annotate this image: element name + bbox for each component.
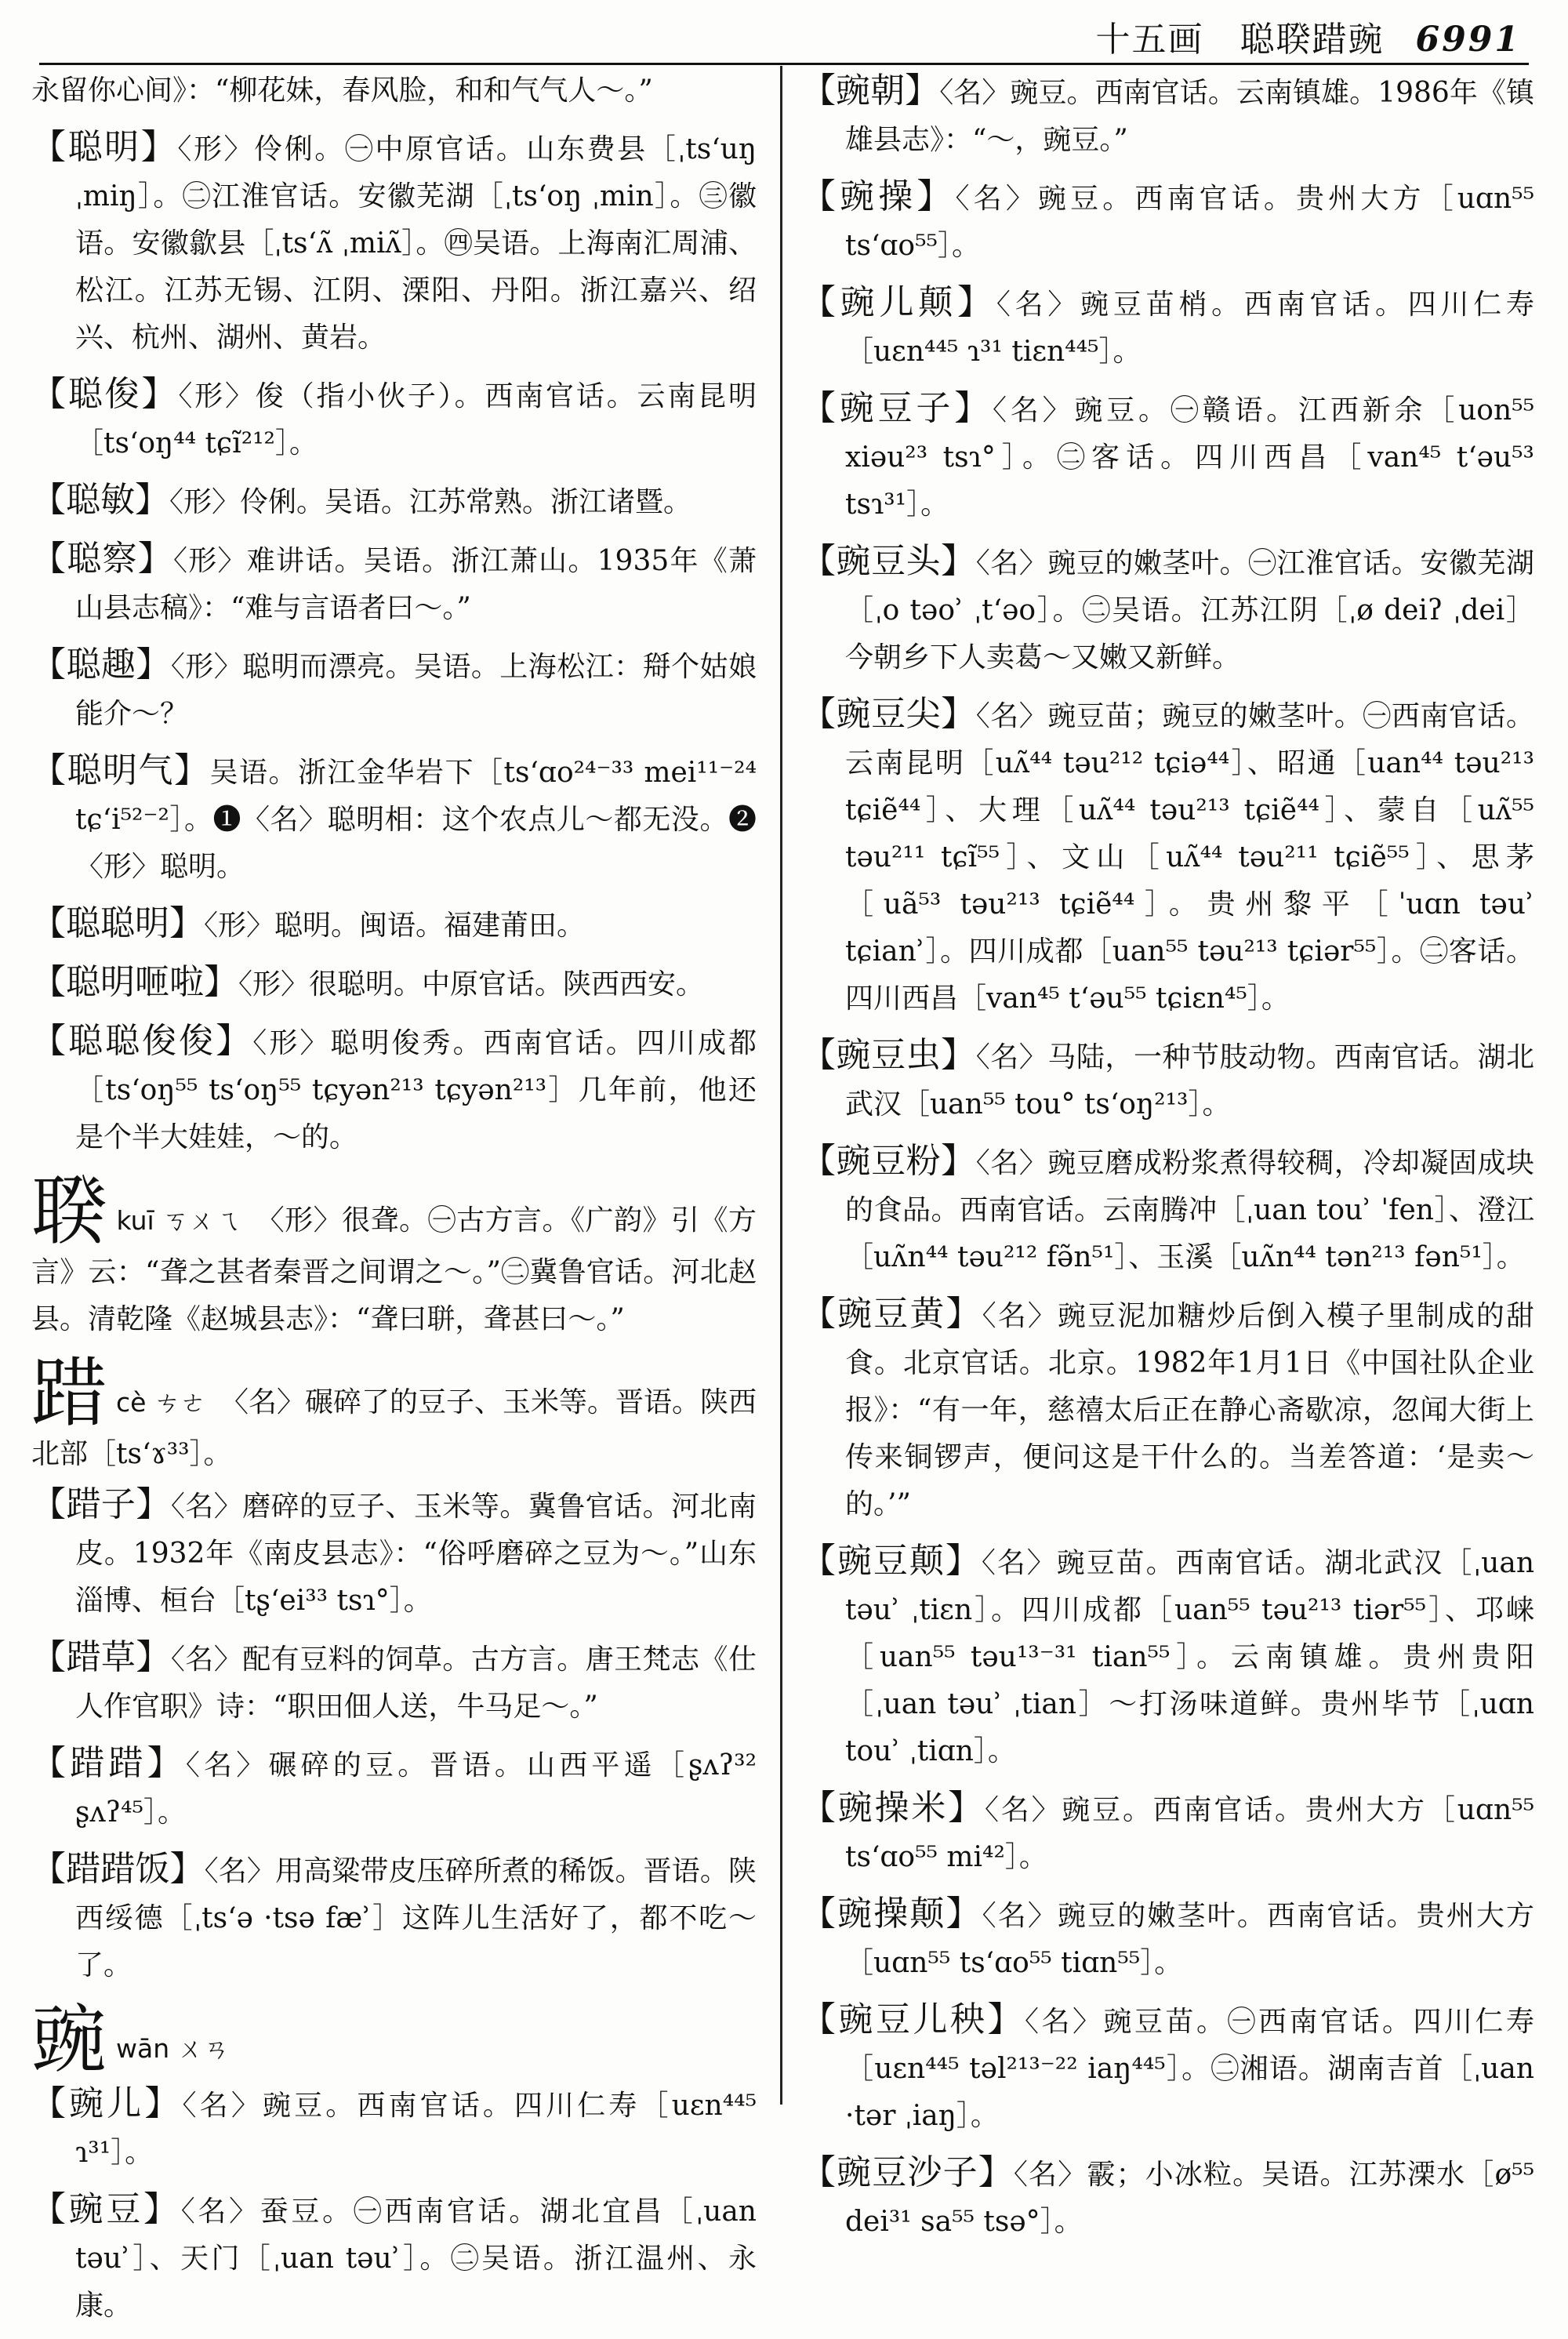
entry [801,1538,1534,1775]
definition: 〈名〉马陆，一种节肢动物。西南官话。湖北武汉［uan⁵⁵ tou° ts‘oŋ²¹³］。 [845,1041,1534,1120]
headword: 【豌儿颠】 [801,282,996,322]
headword: 【踖踖】 [31,1743,186,1783]
headword: 【聪察】 [31,539,173,579]
headword: 【聪俊】 [31,374,179,414]
entry [801,385,1534,528]
headword: 【聪聪俊俊】 [31,1021,253,1061]
header-rule [39,63,1529,65]
definition: 〈形〉聪明俊秀。西南官话。四川成都［ts‘oŋ⁵⁵ ts‘oŋ⁵⁵ tɕyən²¹³ tɕyən²¹³］几年前，他还是个半大娃娃，～的。 [75,1027,757,1153]
headword: 【聪趣】 [31,645,171,685]
entry [31,536,757,632]
definition: 〈名〉碾碎的豆。晋语。山西平遥［ʂʌʔ³² ʂʌʔ⁴⁵］。 [75,1749,757,1829]
headword: 【豌操】 [801,176,956,216]
pronunciation: kuī ㄎㄨㄟ [116,1205,242,1236]
headword: 【豌豆粉】 [801,1141,976,1181]
definition: 〈名〉豌豆。西南官话。四川仁寿［uɛn⁴⁴⁵ ɿ³¹］。 [75,2090,757,2169]
entry [31,641,757,738]
definition: 〈名〉豌豆苗。西南官话。湖北武汉［ˌuan təuʾ ˌtiɛn］。四川成都［uan⁵⁵ təu²¹³ tiər⁵⁵］、邛崃［uan⁵⁵ təu¹³⁻³¹ tian⁵⁵］。云南镇雄。贵州贵阳［ˌuan təuʾ ˌtian］～打汤味道鲜。贵州毕节［ˌuɑn touʾ ˌtiɑn］。 [845,1547,1535,1767]
headword: 【豌豆子】 [801,388,993,428]
headword: 【豌豆儿秧】 [801,1999,1025,2039]
entry [31,1481,757,1625]
definition: 〈名〉豌豆的嫩茎叶。㊀江淮官话。安徽芜湖［ˌo təoʾ ˌt‘əo］。㊁吴语。江苏江阴［ˌø deiʔ ˌdei］今朝乡下人卖葛～又嫩又新鲜。 [845,547,1534,674]
entry [31,477,757,526]
head-character: 豌 [31,1996,107,2083]
entry [31,1018,757,1161]
char-entry [31,1349,757,1478]
entry [31,1634,757,1731]
headword: 【踖子】 [31,1484,171,1524]
definition: 〈名〉磨碎的豆子、玉米等。冀鲁官话。河北南皮。1932年《南皮县志》：“俗呼磨碎之豆为～。”山东淄博、桓台［tʂ‘ei³³ tsɿ°］。 [75,1491,757,1617]
definition: 〈名〉豌豆苗梢。西南官话。四川仁寿［uɛn⁴⁴⁵ ɿ³¹ tiɛn⁴⁴⁵］。 [845,289,1534,368]
headword: 【聪明气】 [31,750,210,790]
running-header [1096,11,1521,61]
entry [31,2080,757,2177]
entry [31,1740,757,1836]
headword: 【聪明咂啦】 [31,962,238,1002]
definition: 〈形〉很聪明。中原官话。陕西西安。 [238,968,705,1001]
headword: 【聪聪明】 [31,903,204,943]
definition: 〈形〉难讲话。吴语。浙江萧山。1935年《萧山县志稿》：“难与言语者曰～。” [75,545,757,624]
definition: 〈形〉聪明。闽语。福建莆田。 [204,910,586,942]
entry [31,747,757,891]
pronunciation: wān ㄨㄢ [116,2033,230,2064]
entry [801,67,1534,164]
headword: 【聪敏】 [31,480,169,520]
definition: 〈名〉碾碎了的豆子、玉米等。晋语。陕西北部［ts‘ɤ³³］。 [31,1386,757,1470]
definition: 〈名〉蚕豆。㊀西南官话。湖北宜昌［ˌuan təuʾ］、天门［ˌuan təuʾ］。㊁吴语。浙江温州、永康。 [75,2196,757,2322]
definition: 〈名〉豌豆。㊀赣语。江西新余［uon⁵⁵ xiəu²³ tsɿ°］。㊁客话。四川西昌［van⁴⁵ t‘əu⁵³ tsɿ³¹］。 [845,394,1534,521]
char-entry [31,1168,757,1343]
entry [801,691,1534,1022]
headword: 【豌豆黄】 [801,1294,982,1334]
entry [801,1291,1534,1528]
headword: 【豌朝】 [801,71,940,111]
entry [801,279,1534,376]
entry [31,1846,757,1989]
definition: 吴语。浙江金华岩下［ts‘ɑo²⁴⁻³³ mei¹¹⁻²⁴ tɕ‘i⁵²⁻²］。❶〈名〉聪明相：这个农点儿～都无没。❷〈形〉聪明。 [75,757,757,883]
headword: 【豌豆沙子】 [801,2152,1014,2192]
headword: 【豌豆头】 [801,541,976,581]
entry [801,1032,1534,1128]
pronunciation: cè ㄘㄜ [116,1387,206,1418]
definition: 〈名〉豌豆。西南官话。贵州大方［uɑn⁵⁵ ts‘ɑo⁵⁵］。 [845,183,1535,262]
headword: 【豌操米】 [801,1788,985,1828]
definition: 〈形〉很聋。㊀古方言。《广韵》引《方言》云：“聋之甚者秦晋之间谓之～。”㊁冀鲁官话。河北赵县。清乾隆《赵城县志》：“聋曰聠，聋甚曰～。” [31,1204,757,1335]
headword: 【豌豆尖】 [801,694,976,734]
definition: 〈形〉伶俐。㊀中原官话。山东费县［ˌts‘uŋ ˌmiŋ］。㊁江淮官话。安徽芜湖［ˌts‘oŋ ˌmin］。㊂徽语。安徽歙县［ˌts‘ʌ̃ ˌmiʌ̃］。㊃吴语。上海南汇周浦、松江。江苏无锡、江阴、溧阳、丹阳。浙江嘉兴、绍兴、杭州、湖州、黄岩。 [75,133,757,354]
definition: 〈形〉伶俐。吴语。江苏常熟。浙江诸暨。 [169,486,692,518]
headword: 【踖踖饭】 [31,1849,205,1889]
entry [31,2186,757,2330]
headword: 【聪明】 [31,127,178,167]
definition: 〈名〉配有豆料的饲草。古方言。唐王梵志《仕人作官职》诗：“职田佃人送，牛马足～。” [75,1643,757,1723]
headword: 【豌豆颠】 [801,1541,982,1581]
definition: 〈形〉俊（指小伙子）。西南官话。云南昆明［ts‘oŋ⁴⁴ tɕĩ²¹²］。 [75,380,757,459]
headword: 【豌豆虫】 [801,1035,976,1075]
definition: 〈名〉用高粱带皮压碎所煮的稀饭。晋语。陕西绥德［ˌts‘ə ·tsə fæʾ］这阵儿生活好了，都不吃～了。 [75,1855,757,1981]
definition: 〈形〉聪明而漂亮。吴语。上海松江：搿个姑娘能介～？ [75,651,757,730]
definition: 〈名〉豌豆。西南官话。贵州大方［uɑn⁵⁵ ts‘ɑo⁵⁵ mi⁴²］。 [845,1794,1535,1873]
definition: 〈名〉豌豆磨成粉浆煮得较稠，冷却凝固成块的食品。西南官话。云南腾冲［ˌuan touʾ ˈfen］、澄江［uʌ̃n⁴⁴ təu²¹² fə̃n⁵¹］、玉溪［uʌ̃n⁴⁴ tən²¹³ fən⁵¹］。 [845,1147,1534,1273]
entry [31,959,757,1008]
headword: 【豌操颠】 [801,1894,982,1934]
head-character: 聧 [31,1168,107,1255]
left-column [31,67,757,2339]
section-title: 十五画 聪聧踖豌 [1095,20,1385,60]
definition: 〈名〉豌豆。西南官话。云南镇雄。1986年《镇雄县志》：“～，豌豆。” [845,77,1535,156]
entry [31,371,757,467]
definition: 〈名〉豌豆苗。㊀西南官话。四川仁寿［uɛn⁴⁴⁵ təl²¹³⁻²² iaŋ⁴⁴⁵］。㊁湘语。湖南吉首［ˌuan ·tər ˌiaŋ］。 [845,2006,1534,2132]
definition: 〈名〉豌豆苗；豌豆的嫩茎叶。㊀西南官话。云南昆明［uʌ̃⁴⁴ təu²¹² tɕiə⁴⁴］、昭通［uan⁴⁴ təu²¹³ tɕiẽ⁴⁴］、大理［uʌ̃⁴⁴ təu²¹³ tɕiẽ⁴⁴］、蒙自［uʌ̃⁵⁵ təu²¹¹ tɕĩ⁵⁵］、文山［uʌ̃⁴⁴ təu²¹¹ tɕiẽ⁵⁵］、思茅［uã⁵³ təu²¹³ tɕiẽ⁴⁴］。贵州黎平［ˈuɑn təuʾ tɕianʾ］。四川成都［uan⁵⁵ təu²¹³ tɕiər⁵⁵］。㊁客话。四川西昌［van⁴⁵ t‘əu⁵⁵ tɕiɛn⁴⁵］。 [845,700,1534,1015]
definition: 〈名〉霰；小冰粒。吴语。江苏溧水［ø⁵⁵ dei³¹ sa⁵⁵ tsə°］。 [845,2159,1534,2238]
entry [801,538,1534,681]
entry [31,900,757,950]
page-number: 6991 [1415,20,1521,60]
continued-text: 永留你心间》：“柳花妹，春风脸，和和气气人～。” [31,74,653,107]
definition: 〈名〉豌豆的嫩茎叶。西南官话。贵州大方［uɑn⁵⁵ ts‘ɑo⁵⁵ tiɑn⁵⁵］。 [845,1900,1534,1979]
entry [801,1785,1534,1881]
definition: 〈名〉豌豆泥加糖炒后倒入模子里制成的甜食。北京官话。北京。1982年1月1日《中国社队企业报》：“有一年，慈禧太后正在静心斋歇凉，忽闻大街上传来铜锣声，便问这是干什么的。当差答道：‘是卖～的。’” [845,1300,1534,1520]
entry [801,2149,1534,2246]
entry [31,124,757,361]
right-column [801,67,1534,2255]
head-character: 踖 [31,1349,107,1437]
entry [801,1890,1534,1987]
headword: 【豌豆】 [31,2189,181,2229]
headword: 【豌儿】 [31,2083,183,2123]
entry [801,1996,1534,2140]
headword: 【踖草】 [31,1637,171,1677]
entry [801,1138,1534,1281]
column-divider [780,66,782,2105]
char-entry [31,1996,757,2083]
entry [801,173,1534,270]
